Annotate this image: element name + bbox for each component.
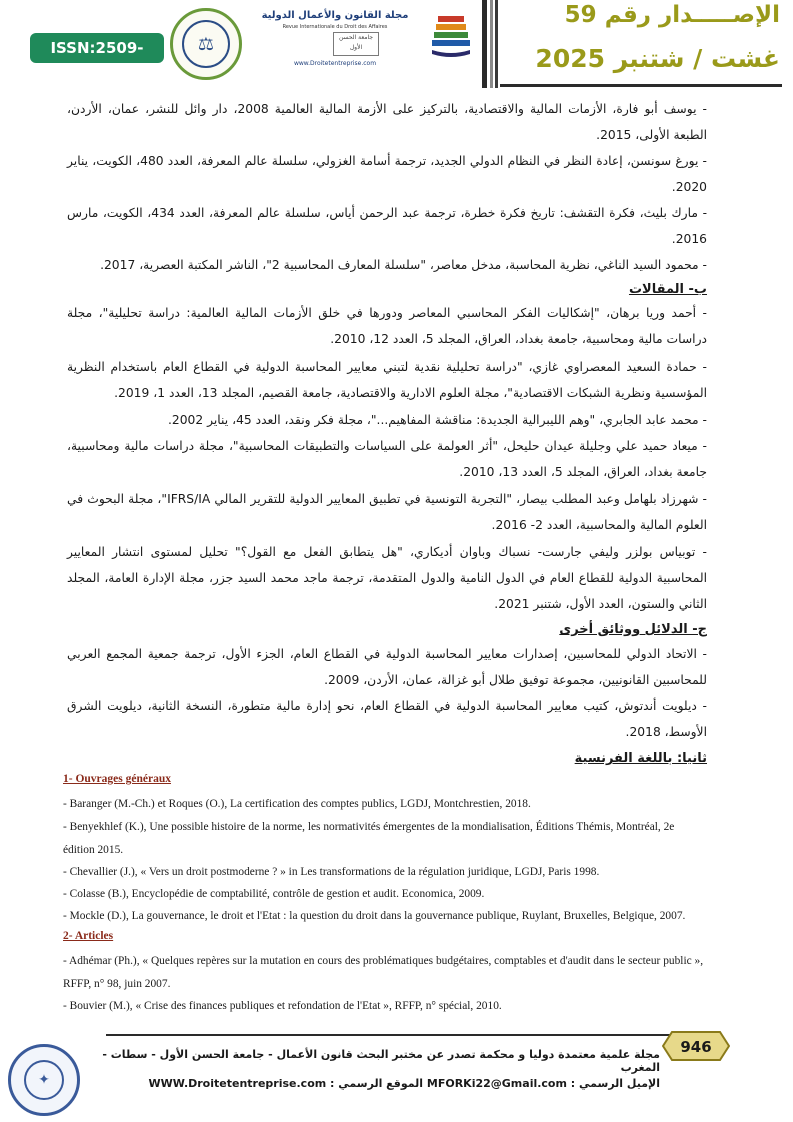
reference-entry: - Baranger (M.-Ch.) et Roques (O.), La certification des comptes publics, LGDJ, Montchrestien, 2018. — [63, 798, 531, 810]
reference-entry: - توبياس بولزر وليفي جارست- نسباك وباوان أديكاري، "هل يتطابق الفعل مع القول؟" تحليل لمستوى انتشار المعايير المحاسبية الدولية للقطاع العام في الدول النامية والدول المتقدمة، ترجمة ماجد محمد السيد جزر، مجلة الإدارة العامة، المجلد الثاني والستون، العدد الأول، شتنبر 2021. — [67, 545, 707, 611]
book-stack-icon — [428, 10, 474, 62]
seal-center-icon: ✦ — [24, 1060, 64, 1100]
reference-entry: - Adhémar (Ph.), « Quelques repères sur la mutation en cours des problématiques budgétaires, comptables et d'audit dans le secteur public », RFFP, n° 98, juin 2007. — [63, 955, 704, 990]
journal-name-ar: مجلة القانون والأعمال الدولية — [261, 10, 409, 21]
section-heading: ب- المقالات — [628, 282, 707, 297]
reference-entry: - محمد عابد الجابري، "وهم الليبرالية الجديدة: مناقشة المفاهيم..."، مجلة فكر ونقد، العدد 45، يناير 2002. — [167, 413, 707, 427]
reference-entry: - شهرزاد بلهامل وعبد المطلب بيصار، "التجربة التونسية في تطبيق المعايير الدولية للتقرير المالي IFRS/IA"، مجلة البحوث في العلوم المالية والمحاسبية، العدد 2- 2016. — [67, 492, 707, 532]
scales-icon: ⚖ — [182, 20, 230, 68]
reference-entry: - الاتحاد الدولي للمحاسبين، إصدارات معايير المحاسبة الدولية في القطاع العام، الجزء الأول، ترجمة جمعية المجمع العربي للمحاسبين القانونيين، مجموعة توفيق طلال أبو غزالة، عمان، الأردن، 2009. — [67, 647, 707, 687]
page-number: 946 — [680, 1038, 712, 1056]
reference-entry: - Chevallier (J.), « Vers un droit postmoderne ? » in Les transformations de la régulation juridique, LGDJ, Paris 1998. — [63, 866, 600, 878]
footer-contact-info: الإميل الرسمي : MFORKi22@Gmail.com الموقع الرسمي : WWW.Droitetentreprise.com — [148, 1077, 660, 1090]
ouvrages-heading: 1- Ouvrages généraux — [63, 773, 171, 785]
reference-entry: - Colasse (B.), Encyclopédie de comptabilité, contrôle de gestion et audit. Economica, 2009. — [63, 888, 485, 900]
header-separator — [482, 0, 498, 88]
journal-name-fr: Revue Internationale du Droit des Affaires — [282, 24, 388, 30]
reference-entry: - Mockle (D.), La gouvernance, le droit et l'Etat : la question du droit dans la gouvernance publique, Ruylant, Bruxelles, Belgique, 2007. — [63, 910, 686, 922]
reference-entry: - يوسف أبو فارة، الأزمات المالية والاقتصادية، بالتركيز على الأزمة المالية العالمية 2008، دار وائل للنشر، عمان، الأردن، الطبعة الأولى، 2015. — [67, 102, 707, 142]
journal-site: www.Droitetentreprise.com — [293, 60, 377, 67]
director-seal-icon — [8, 1044, 80, 1116]
reference-entry: - يورغ سونسن، إعادة النظر في النظام الدولي الجديد، ترجمة أسامة الغزولي، سلسلة عالم المعرفة، العدد 480، الكويت، يناير 2020. — [67, 154, 707, 194]
reference-entry: - ديلويت أندتوش، كتيب معايير المحاسبة الدولية في القطاع العام، نحو إدارة مالية متطورة، النسخة الثانية، ديلويت الشرق الأوسط، 2018. — [67, 699, 707, 739]
footer-journal-info: مجلة علمية معتمدة دوليا و محكمة تصدر عن مختبر البحث قانون الأعمال - جامعة الحسن الأول - سطات - المغرب — [102, 1048, 660, 1074]
page-number-badge — [662, 1030, 730, 1062]
university-badge: جامعة الحسن الأول — [333, 32, 379, 56]
lab-seal-icon — [170, 8, 242, 80]
reference-entry: - محمود السيد الناغي، نظرية المحاسبة، مدخل معاصر، "سلسلة المعارف المحاسبية 2"، الناشر المكتبة العصرية، 2017. — [100, 258, 707, 272]
page-header — [0, 0, 793, 88]
french-section-heading: ثانيا: باللغة الفرنسية — [574, 751, 707, 766]
issn-badge: ISSN:2509-0291 — [30, 33, 164, 63]
articles-heading: 2- Articles — [63, 930, 114, 942]
reference-entry: - مارك بليث، فكرة التقشف: تاريخ فكرة خطرة، ترجمة عبد الرحمن أياس، سلسلة عالم المعرفة، العدد 434، الكويت، مارس 2016. — [67, 206, 708, 246]
section-heading: ج- الدلائل ووثائق أخرى — [559, 622, 707, 637]
reference-entry: - Benyekhlef (K.), Une possible histoire de la norme, les normativités émergentes de la mondialisation, Éditions Thémis, Montréal, 2e édition 2015. — [63, 821, 675, 856]
reference-entry: - Bouvier (M.), « Crise des finances publiques et refondation de l'Etat », RFFP, n° spécial, 2010. — [63, 1000, 502, 1012]
issue-label: الإصـــــدار رقم 59 — [564, 2, 780, 28]
header-rule — [500, 84, 782, 87]
footer-rule — [106, 1034, 674, 1036]
journal-logo — [245, 8, 425, 74]
reference-entry: - ميعاد حميد علي وجليلة عيدان حليحل، "أثر العولمة على السياسات والتطبيقات المحاسبية"، مجلة دراسات مالية ومحاسبية، جامعة بغداد، العراق، المجلد 5، العدد 13، 2010. — [67, 439, 707, 479]
issue-date: غشت / شتنبر 2025 — [535, 44, 780, 73]
reference-entry: - حمادة السعيد المعصراوي غازي، "دراسة تحليلية نقدية لتبني معايير المحاسبة الدولية في القطاع العام باستخدام النظرية المؤسسية ونظرية الشبكات الاقتصادية"، مجلة العلوم الادارية والاقتصادية، جامعة القصيم، المجلد 13، العدد 1، 2019. — [67, 360, 707, 400]
reference-entry: - أحمد وريا برهان، "إشكاليات الفكر المحاسبي المعاصر ودورها في خلق الأزمات المالية العالمية: دراسة تحليلية"، مجلة دراسات مالية ومحاسبية، جامعة بغداد، العراق، المجلد 5، العدد 12، 2010. — [67, 306, 707, 346]
